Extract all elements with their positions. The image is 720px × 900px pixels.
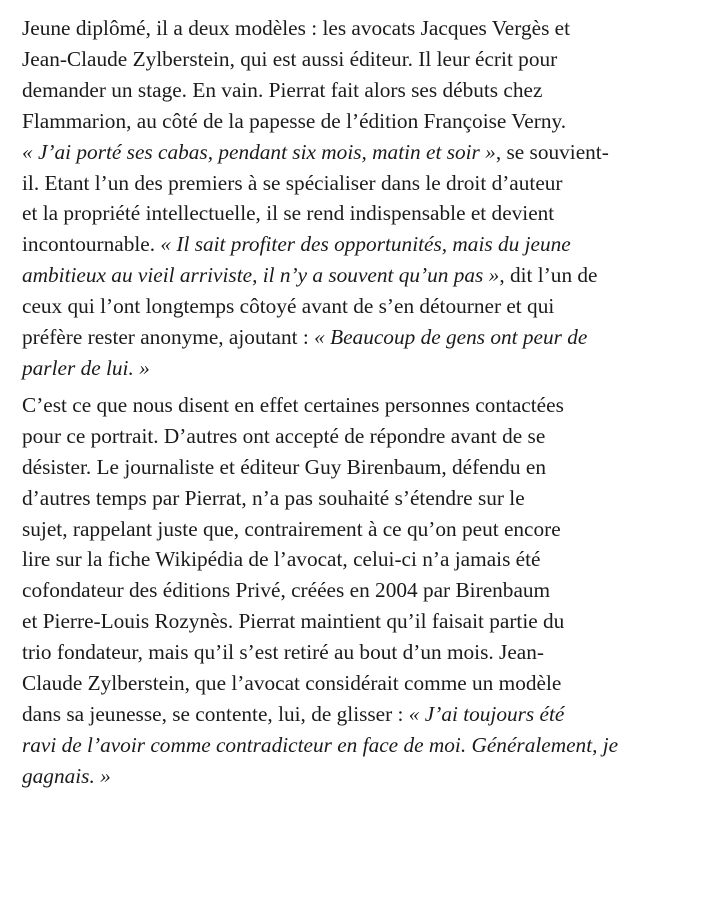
text-line — [22, 75, 712, 106]
quote-text: « Beaucoup de gens ont peur de — [314, 325, 588, 350]
text-line — [22, 137, 712, 168]
text-line — [22, 668, 712, 699]
quote-text: parler de lui. » — [22, 355, 150, 380]
text-line — [22, 452, 712, 483]
text-line — [22, 483, 712, 514]
text-line — [22, 291, 712, 322]
body-text: sujet, rappelant juste que, contrairement à ce qu’on peut encore — [22, 516, 561, 541]
text-line — [22, 168, 712, 199]
body-text: cofondateur des éditions Privé, créées en 2004 par Birenbaum — [22, 578, 551, 603]
text-line — [22, 699, 712, 730]
text-line — [22, 390, 712, 421]
body-text: Jeune diplômé, il a deux modèles : les avocats Jacques Vergès et — [22, 16, 571, 40]
article-body — [22, 13, 712, 792]
text-line — [22, 13, 712, 44]
body-text: d’autres temps par Pierrat, n’a pas souhaité s’étendre sur le — [22, 485, 525, 510]
paragraph-2 — [22, 390, 712, 792]
body-text: il. Etant l’un des premiers à se spécialiser dans le droit d’auteur — [22, 170, 563, 195]
text-line — [22, 198, 712, 229]
body-text: pour ce portrait. D’autres ont accepté de répondre avant de se — [22, 423, 546, 448]
body-text: C’est ce que nous disent en effet certaines personnes contactées — [22, 392, 564, 417]
text-line — [22, 44, 712, 75]
body-text: et Pierre-Louis Rozynès. Pierrat maintient qu’il faisait partie du — [22, 609, 565, 634]
text-line — [22, 322, 712, 353]
text-line — [22, 575, 712, 606]
quote-text: ambitieux au vieil arriviste, il n’y a souvent qu’un pas » — [22, 263, 500, 288]
quote-text: gagnais. » — [22, 763, 111, 788]
body-text: et la propriété intellectuelle, il se rend indispensable et devient — [22, 201, 555, 226]
text-line — [22, 353, 712, 384]
body-text: demander un stage. En vain. Pierrat fait alors ses débuts chez — [22, 77, 543, 102]
quote-text: « Il sait profiter des opportunités, mais du jeune — [160, 232, 571, 257]
text-line — [22, 260, 712, 291]
body-text: ceux qui l’ont longtemps côtoyé avant de s’en détourner et qui — [22, 294, 555, 319]
text-line — [22, 730, 712, 761]
body-text: Flammarion, au côté de la papesse de l’édition Françoise Verny. — [22, 108, 567, 133]
body-text: incontournable. — [22, 232, 161, 257]
text-line — [22, 106, 712, 137]
text-line — [22, 761, 712, 792]
body-text: Jean-Claude Zylberstein, qui est aussi éditeur. Il leur écrit pour — [22, 46, 558, 71]
body-text: désister. Le journaliste et éditeur Guy Birenbaum, défendu en — [22, 454, 546, 479]
body-text: lire sur la fiche Wikipédia de l’avocat, celui-ci n’a jamais été — [22, 547, 541, 572]
text-line — [22, 606, 712, 637]
body-text: préfère rester anonyme, ajoutant : — [22, 325, 315, 350]
text-line — [22, 637, 712, 668]
body-text: , dit l’un de — [499, 263, 598, 288]
text-line — [22, 514, 712, 545]
body-text: Claude Zylberstein, que l’avocat considérait comme un modèle — [22, 671, 562, 696]
quote-text: ravi de l’avoir comme contradicteur en face de moi. Généralement, je — [22, 732, 619, 757]
body-text: dans sa jeunesse, se contente, lui, de glisser : — [22, 701, 409, 726]
body-text: trio fondateur, mais qu’il s’est retiré au bout d’un mois. Jean- — [22, 640, 544, 665]
body-text: , se souvient- — [495, 139, 609, 164]
text-line — [22, 544, 712, 575]
text-line — [22, 421, 712, 452]
quote-text: « J’ai toujours été — [408, 701, 565, 726]
text-line — [22, 229, 712, 260]
quote-text: « J’ai porté ses cabas, pendant six mois, matin et soir » — [22, 139, 496, 164]
paragraph-1 — [22, 13, 712, 384]
